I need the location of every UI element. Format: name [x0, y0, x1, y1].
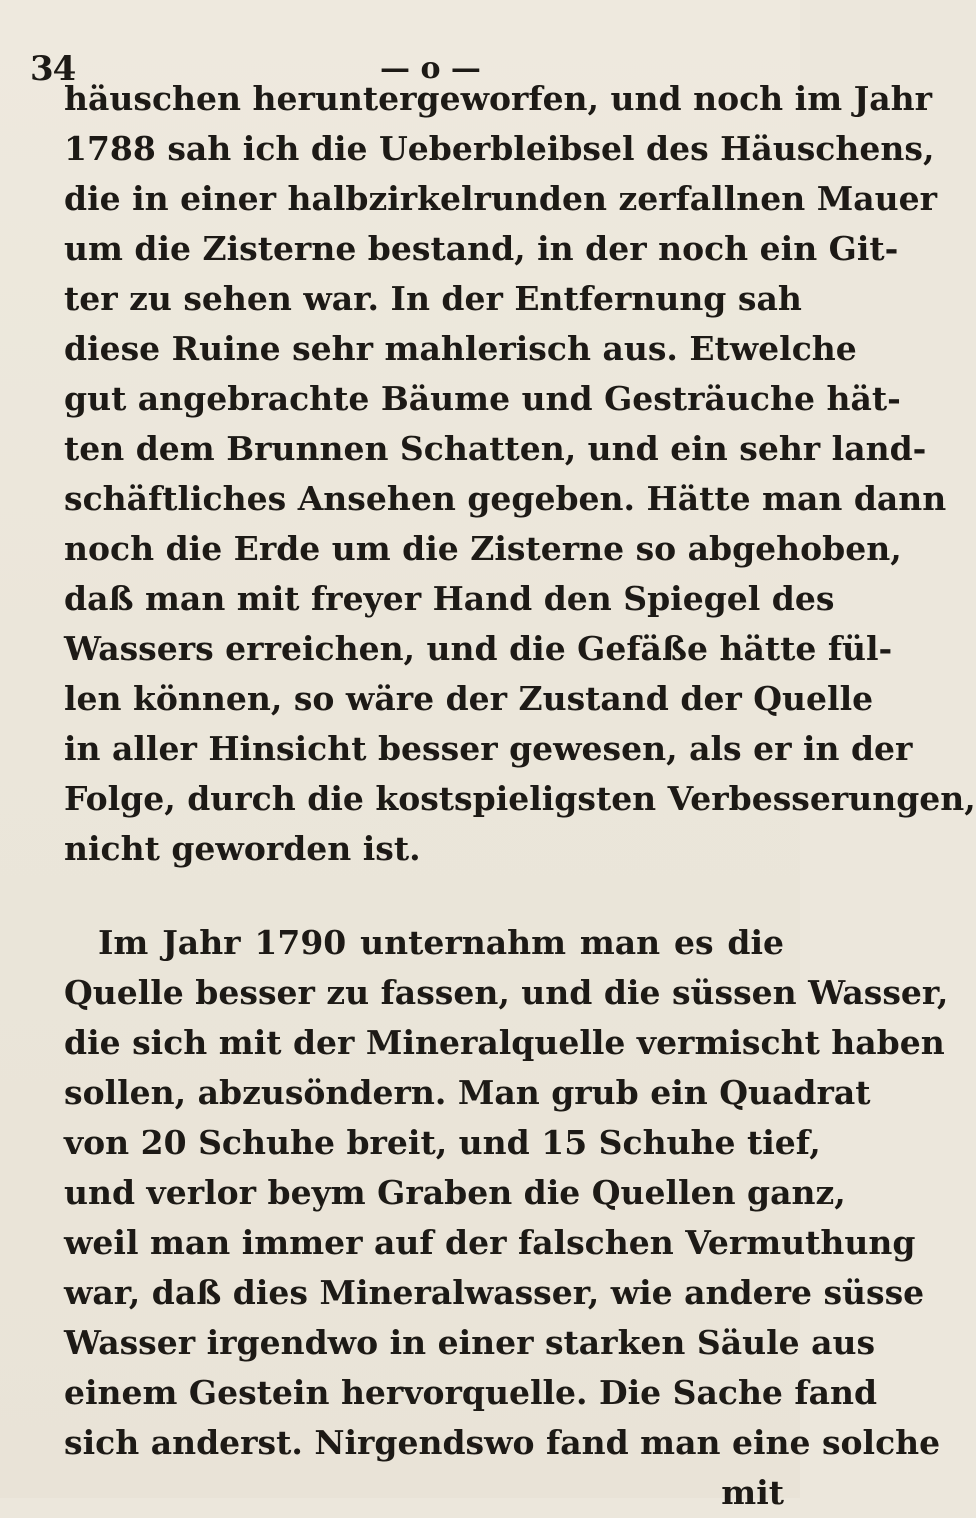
running-head: — o — — [380, 51, 481, 86]
text-line: war, daß dies Mineralwasser, wie andere süsse — [64, 1273, 925, 1312]
text-line: sollen, abzusöndern. Man grub ein Quadrat — [64, 1073, 871, 1112]
text-line: schäftliches Ansehen gegeben. Hätte man dann — [64, 479, 947, 518]
text-line: die sich mit der Mineralquelle vermischt haben — [64, 1023, 945, 1062]
text-line: noch die Erde um die Zisterne so abgehoben, — [64, 529, 902, 568]
text-line: 1788 sah ich die Ueberbleibsel des Häuschens, — [64, 129, 935, 168]
text-line: häuschen heruntergeworfen, und noch im Jahr — [64, 79, 932, 118]
text-line: und verlor beym Graben die Quellen ganz, — [64, 1173, 846, 1212]
text-line: daß man mit freyer Hand den Spiegel des — [64, 579, 835, 618]
text-line: Quelle besser zu fassen, und die süssen Wasser, — [64, 973, 949, 1012]
text-line: sich anderst. Nirgendswo fand man eine solche — [64, 1423, 941, 1462]
text-line: um die Zisterne bestand, in der noch ein Git- — [64, 229, 899, 268]
text-line: die in einer halbzirkelrunden zerfallnen Mauer — [64, 179, 938, 218]
page-number: 34 — [30, 49, 76, 89]
text-line: weil man immer auf der falschen Vermuthung — [64, 1223, 916, 1262]
text-line: in aller Hinsicht besser gewesen, als er in der — [64, 729, 913, 768]
paragraph-1 — [64, 74, 976, 874]
text-line: Folge, durch die kostspieligsten Verbesserungen, — [64, 779, 976, 818]
text-line: Im Jahr 1790 unternahm man es die — [98, 923, 784, 962]
text-line: von 20 Schuhe breit, und 15 Schuhe tief, — [64, 1123, 821, 1162]
paragraph-gap — [64, 874, 784, 918]
text-line: gut angebrachte Bäume und Gesträuche hät- — [64, 379, 901, 418]
catchword: mit — [721, 1473, 784, 1512]
text-line: nicht geworden ist. — [64, 829, 421, 868]
text-line: diese Ruine sehr mahlerisch aus. Etwelche — [64, 329, 857, 368]
body-text — [64, 74, 976, 1518]
text-line: ter zu sehen war. In der Entfernung sah — [64, 279, 802, 318]
text-line: einem Gestein hervorquelle. Die Sache fand — [64, 1373, 878, 1412]
text-line: Wassers erreichen, und die Gefäße hätte fül- — [64, 629, 893, 668]
paragraph-2 — [64, 918, 949, 1468]
text-line: Wasser irgendwo in einer starken Säule aus — [64, 1323, 876, 1362]
text-line: len können, so wäre der Zustand der Quelle — [64, 679, 874, 718]
text-line: ten dem Brunnen Schatten, und ein sehr land- — [64, 429, 927, 468]
